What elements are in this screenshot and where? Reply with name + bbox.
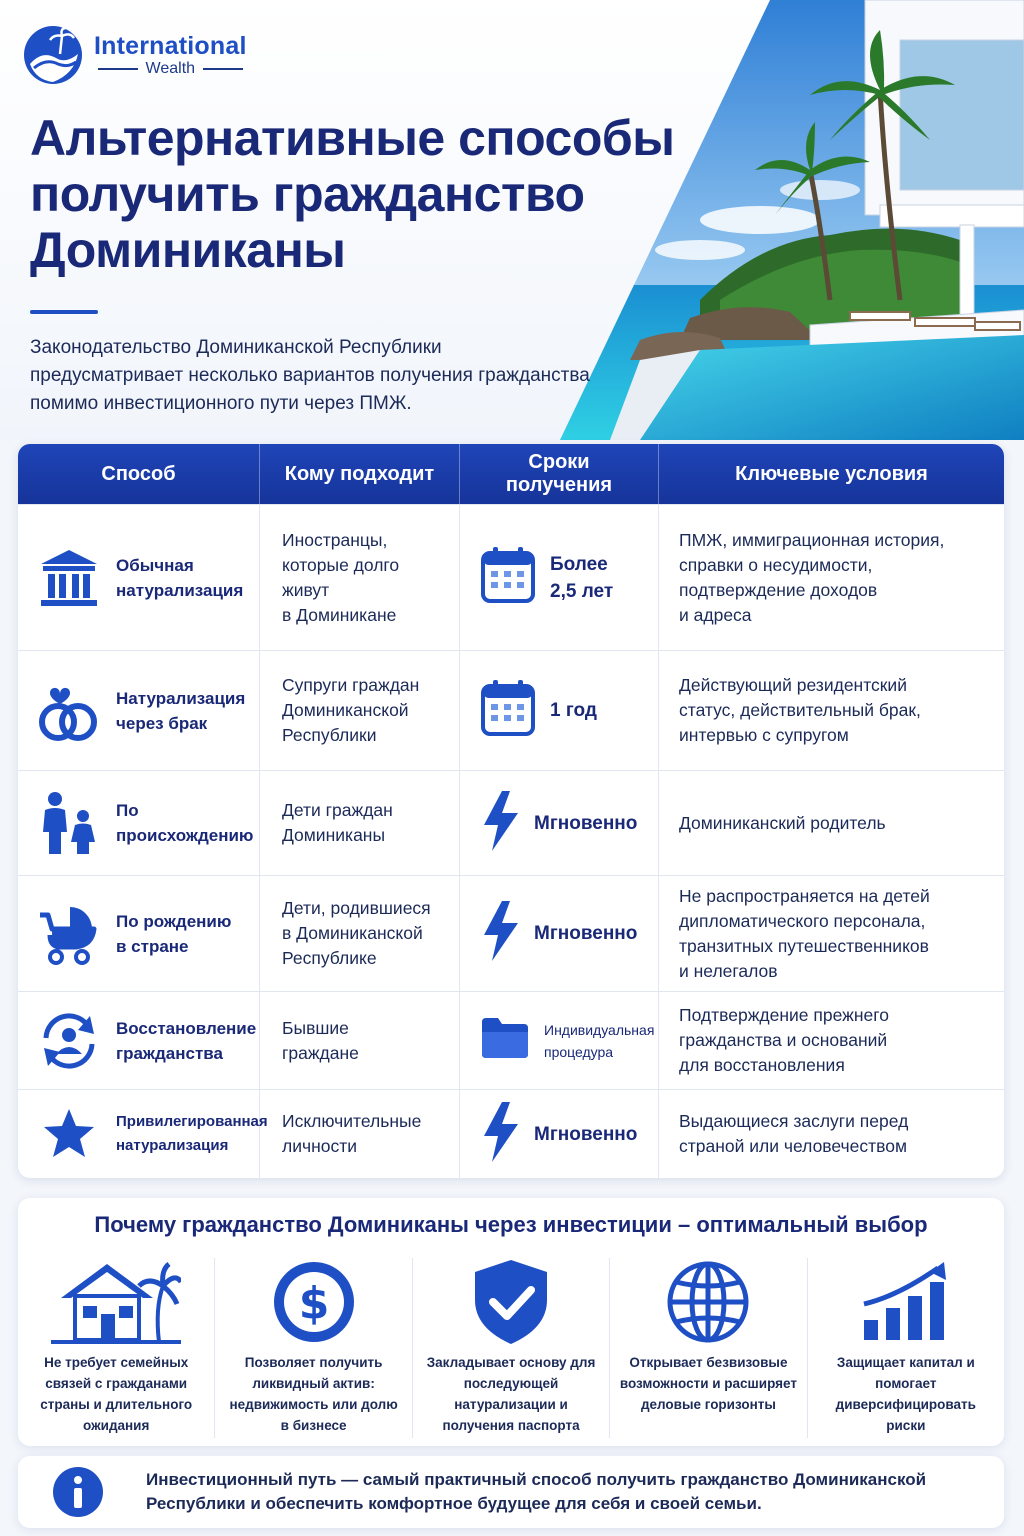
- time-value: 1 год: [550, 700, 597, 721]
- parent-child-icon: [34, 788, 104, 858]
- conditions-cell: Не распространяется на детей дипломатического персонала, транзитных путешественников и нелегалов: [679, 885, 930, 981]
- who-cell: Иностранцы, которые долго живут в Доминикане: [260, 505, 460, 650]
- why-item-text: Не требует семейных связей с гражданами страны и длительного ожидания: [40, 1355, 193, 1433]
- info-icon: [52, 1466, 104, 1518]
- calendar-icon: [480, 678, 536, 743]
- why-item-text: Защищает капитал и помогает диверсифицировать риски: [835, 1355, 976, 1433]
- time-value: Более 2,5 лет: [550, 553, 614, 602]
- globe-icon: [643, 1258, 773, 1346]
- hero-section: [0, 0, 1024, 440]
- calendar-icon: [480, 545, 536, 610]
- why-item-text: Открывает безвизовые возможности и расширяет деловые горизонты: [619, 1355, 797, 1412]
- header-method: Способ: [18, 444, 260, 504]
- rings-heart-icon: [34, 676, 104, 746]
- table-row: [18, 650, 1004, 770]
- folder-icon: [480, 1016, 530, 1065]
- header-time: Сроки получения: [460, 444, 659, 504]
- citizenship-methods-table: [18, 444, 1004, 1178]
- table-header: [18, 444, 1004, 504]
- why-item: [808, 1258, 1004, 1438]
- growth-chart-icon: [841, 1258, 971, 1346]
- summary-note-text: Инвестиционный путь — самый практичный способ получить гражданство Доминиканской Республики и обеспечить комфортное будущее для себя и своей семьи.: [146, 1470, 927, 1513]
- who-cell: Супруги граждан Доминиканской Республики: [260, 651, 460, 770]
- who-cell: Исключительные личности: [260, 1090, 460, 1178]
- table-row: [18, 770, 1004, 875]
- lightning-icon: [480, 791, 520, 856]
- table-row: [18, 504, 1004, 650]
- person-cycle-icon: [34, 1006, 104, 1076]
- why-item: [413, 1258, 610, 1438]
- why-item: [610, 1258, 807, 1438]
- conditions-cell: Действующий резидентский статус, действительный брак, интервью с супругом: [679, 675, 921, 745]
- dollar-coin-icon: [249, 1258, 379, 1346]
- svg-text:$: $: [298, 1278, 329, 1329]
- table-row: [18, 991, 1004, 1089]
- why-item: [215, 1258, 412, 1438]
- star-icon: [34, 1099, 104, 1169]
- conditions-cell: ПМЖ, иммиграционная история, справки о несудимости, подтверждение доходов и адреса: [679, 529, 945, 625]
- method-name: Восстановление гражданства: [116, 1018, 257, 1063]
- conditions-cell: Подтверждение прежнего гражданства и оснований для восстановления: [679, 1005, 889, 1075]
- method-name: По происхождению: [116, 801, 254, 845]
- brand-logo[interactable]: [22, 24, 247, 86]
- summary-note: [18, 1456, 1004, 1528]
- time-value: Мгновенно: [534, 923, 638, 944]
- who-cell: Бывшие граждане: [260, 992, 460, 1089]
- who-cell: Дети, родившиеся в Доминиканской Республике: [260, 876, 460, 991]
- bank-building-icon: [34, 543, 104, 613]
- baby-stroller-icon: [34, 899, 104, 969]
- page-title: Альтернативные способы получить гражданство Доминиканы: [30, 110, 675, 278]
- house-palm-icon: [51, 1258, 181, 1346]
- who-cell: Дети граждан Доминиканы: [260, 771, 460, 875]
- time-value: Мгновенно: [534, 812, 638, 834]
- lightning-icon: [480, 901, 520, 966]
- brand-sub: Wealth: [145, 60, 196, 77]
- header-who: Кому подходит: [260, 444, 460, 504]
- time-value: Мгновенно: [534, 1123, 638, 1145]
- method-name: Обычная натурализация: [116, 555, 244, 600]
- wave-palm-logo-icon: [22, 24, 84, 86]
- time-value: Индивидуальная процедура: [544, 1021, 655, 1060]
- shield-check-icon: [446, 1258, 576, 1346]
- method-name: Натурализация через брак: [116, 688, 246, 733]
- why-investment-section: [18, 1198, 1004, 1446]
- header-conditions: Ключевые условия: [735, 462, 928, 485]
- why-title: Почему гражданство Доминиканы через инвестиции – оптимальный выбор: [94, 1212, 928, 1237]
- brand-name: International: [94, 32, 247, 60]
- method-name: По рождению в стране: [116, 911, 232, 956]
- conditions-cell: Выдающиеся заслуги перед страной или человечеством: [679, 1111, 909, 1156]
- why-item-text: Закладывает основу для последующей натурализации и получения паспорта: [426, 1355, 596, 1433]
- why-item: [18, 1258, 215, 1438]
- table-row: [18, 875, 1004, 991]
- intro-paragraph: Законодательство Доминиканской Республики предусматривает несколько вариантов получения гражданства помимо инвестиционного пути через ПМЖ.: [30, 337, 590, 414]
- table-row: [18, 1089, 1004, 1178]
- conditions-cell: Доминиканский родитель: [679, 812, 886, 833]
- lightning-icon: [480, 1102, 520, 1167]
- title-underline: [30, 310, 98, 314]
- method-name: Привилегированная натурализация: [116, 1113, 268, 1154]
- why-item-text: Позволяет получить ликвидный актив: недвижимость или долю в бизнесе: [229, 1355, 398, 1433]
